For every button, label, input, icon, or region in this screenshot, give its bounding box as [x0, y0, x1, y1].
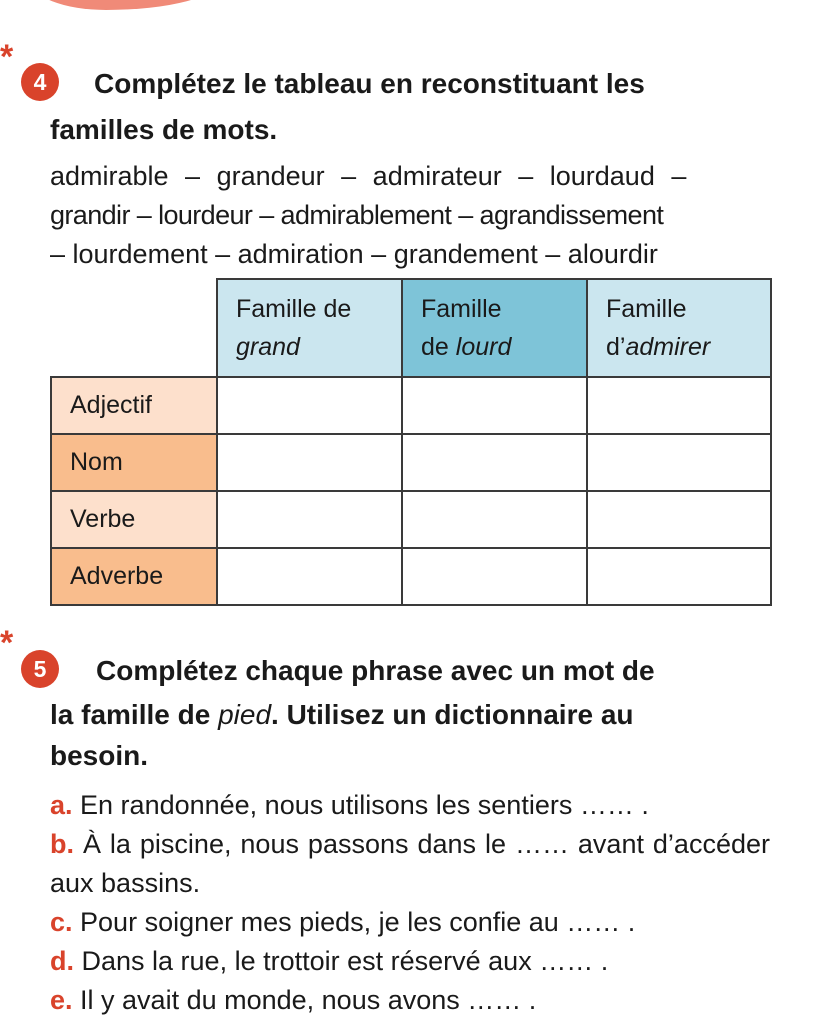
- item-text: Il y avait du monde, nous avons …… .: [72, 985, 537, 1015]
- item-text: À la piscine, nous passons dans le …… avant d’accéder aux bassins.: [50, 829, 770, 898]
- column-header-grand: [217, 279, 402, 377]
- list-item: [50, 942, 770, 981]
- title-italic-word: pied: [218, 699, 272, 730]
- item-text: En randonnée, nous utilisons les sentiers …… .: [72, 790, 649, 820]
- exercise-5-title-line1: Complétez chaque phrase avec un mot de: [96, 655, 655, 686]
- word-list-line: grandir – lourdeur – admirablement – agrandissement: [50, 200, 664, 230]
- column-header-word: lourd: [455, 333, 512, 361]
- row-header-verbe: Verbe: [51, 491, 217, 548]
- table-cell[interactable]: [402, 377, 587, 434]
- list-item: [50, 903, 770, 942]
- sentence-list: [50, 786, 770, 1020]
- exercise-5-title-line3: besoin.: [50, 740, 149, 771]
- title-text: la famille de: [50, 699, 219, 730]
- exercise-5-title-line2: [50, 694, 634, 735]
- table-row: [51, 491, 771, 548]
- exercise-4-title-line1: Complétez le tableau en reconstituant les: [94, 68, 645, 99]
- item-letter: e.: [50, 985, 73, 1015]
- column-header-prefix2: d’: [606, 333, 626, 361]
- item-text: Pour soigner mes pieds, je les confie au …… .: [72, 907, 636, 937]
- decorative-swoosh: [30, 0, 220, 10]
- word-list-line: – lourdement – admiration – grandement – alourdir: [50, 239, 658, 269]
- title-text: . Utilisez un dictionnaire au: [271, 699, 634, 730]
- difficulty-star-icon: *: [0, 38, 14, 76]
- column-header-prefix: Famille: [421, 295, 502, 323]
- table-cell[interactable]: [587, 491, 771, 548]
- table-cell[interactable]: [587, 434, 771, 491]
- row-header-adverbe: Adverbe: [51, 548, 217, 605]
- word-list: [50, 157, 770, 274]
- column-header-prefix2: de: [421, 333, 456, 361]
- word-list-line: admirable – grandeur – admirateur – lourdaud –: [50, 161, 687, 191]
- table-cell[interactable]: [217, 548, 402, 605]
- table-cell[interactable]: [217, 491, 402, 548]
- list-item: [50, 825, 770, 903]
- item-letter: d.: [50, 946, 74, 976]
- exercise-number: 4: [33, 68, 47, 95]
- table-cell[interactable]: [402, 548, 587, 605]
- table-header-row: [51, 279, 771, 377]
- item-letter: c.: [50, 907, 73, 937]
- exercise-number: 5: [33, 655, 47, 682]
- table-cell[interactable]: [217, 377, 402, 434]
- difficulty-star-icon: *: [0, 624, 14, 662]
- item-letter: b.: [50, 829, 74, 859]
- row-header-nom: Nom: [51, 434, 217, 491]
- column-header-prefix: Famille de: [236, 295, 352, 323]
- row-header-adjectif: Adjectif: [51, 377, 217, 434]
- list-item: [50, 786, 770, 825]
- table-row: [51, 377, 771, 434]
- table-cell[interactable]: [402, 434, 587, 491]
- exercise-number-badge: [21, 650, 59, 688]
- table-row: [51, 434, 771, 491]
- word-family-table: [50, 278, 772, 606]
- table-corner: [51, 279, 217, 377]
- table-cell[interactable]: [217, 434, 402, 491]
- table-cell[interactable]: [587, 377, 771, 434]
- exercise-number-badge: [21, 63, 59, 101]
- table-cell[interactable]: [402, 491, 587, 548]
- column-header-word: grand: [236, 333, 300, 361]
- column-header-prefix: Famille: [606, 295, 687, 323]
- table-row: [51, 548, 771, 605]
- column-header-lourd: [402, 279, 587, 377]
- exercise-4-title-line2: familles de mots.: [50, 114, 278, 145]
- item-letter: a.: [50, 790, 73, 820]
- column-header-word: admirer: [625, 333, 711, 361]
- column-header-admirer: [587, 279, 771, 377]
- item-text: Dans la rue, le trottoir est réservé aux …… .: [74, 946, 609, 976]
- list-item: [50, 981, 770, 1020]
- table-cell[interactable]: [587, 548, 771, 605]
